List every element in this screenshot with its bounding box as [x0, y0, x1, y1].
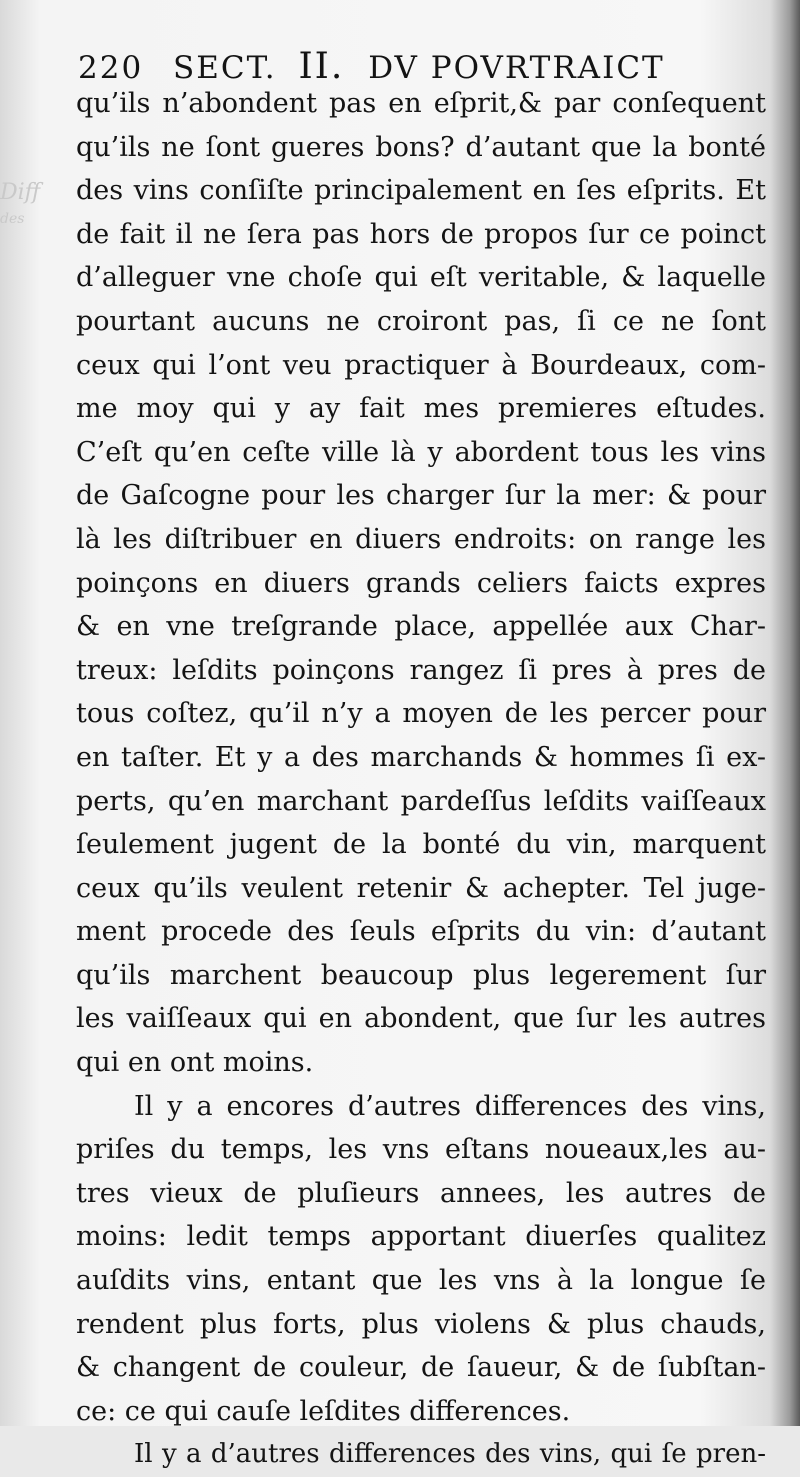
text-line: ce: ce qui cauſe leſdites differences. — [76, 1395, 571, 1427]
page-number: 220 — [78, 50, 144, 86]
text-line: poinçons en diuers grands celiers faicts expres — [76, 567, 766, 599]
text-line: priſes du temps, les vns eſtans noueaux,les au- — [76, 1134, 766, 1166]
text-line: ceux qui l’ont veu practiquer à Bourdeaux, com- — [76, 349, 766, 381]
text-line: perts, qu’en marchant pardeſſus leſdits vaiſſeaux — [76, 785, 766, 817]
text-line: qui en ont moins. — [76, 1047, 314, 1079]
text-line: là les diſtribuer en diuers endroits: on range les — [76, 523, 766, 555]
running-title: DV POVRTRAICT — [368, 50, 665, 86]
text-line: qu’ils n’abondent pas en eſprit,& par conſequent — [76, 88, 766, 119]
text-block — [76, 82, 766, 1477]
text-line: & en vne treſgrande place, appellée aux Char- — [76, 611, 766, 643]
running-header — [78, 46, 665, 87]
text-line: en taſter. Et y a des marchands & hommes ſi ex- — [76, 741, 766, 773]
text-line: qu’ils marchent beaucoup plus legerement ſur — [76, 959, 766, 991]
text-line: d’alleguer vne choſe qui eſt veritable, & laquelle — [76, 262, 766, 294]
text-line: tous coſtez, qu’il n’y a moyen de les percer pour — [76, 698, 766, 730]
section-label: SECT. — [173, 50, 277, 86]
text-line: treux: leſdits poinçons rangez ſi pres à pres de — [76, 654, 766, 686]
text-line: & changent de couleur, de ſaueur, & de ſubſtan- — [76, 1352, 766, 1384]
text-line: Il y a encores d’autres differences des vins, — [134, 1090, 766, 1122]
text-line: tres vieux de pluſieurs annees, les autres de — [76, 1177, 766, 1209]
text-line: C’eſt qu’en ceſte ville là y abordent tous les vins — [76, 436, 766, 468]
text-line: des vins conſiſte principalement en ſes eſprits. Et — [76, 175, 766, 207]
text-line: Il y a d’autres differences des vins, qui ſe pren- — [134, 1439, 766, 1470]
text-line: de Gaſcogne pour les charger ſur la mer: & pour — [76, 480, 766, 512]
text-line: pourtant aucuns ne croiront pas, ſi ce ne ſont — [76, 305, 766, 337]
text-line: auſdits vins, entant que les vns à la longue ſe — [76, 1265, 766, 1297]
bleed-text-2: des — [0, 211, 25, 227]
text-line: rendent plus forts, plus violens & plus chauds, — [76, 1308, 766, 1340]
text-line: qu’ils ne ſont gueres bons? d’autant que la bonté — [76, 131, 766, 163]
bleed-text-1: Diff — [0, 180, 41, 205]
margin-bleed-through — [0, 180, 40, 232]
text-line: moins: ledit temps apportant diuerſes qualitez — [76, 1221, 766, 1253]
text-line: de fait il ne ſera pas hors de propos ſur ce poinct — [76, 218, 766, 250]
text-line: me moy qui y ay fait mes premieres eſtudes. — [76, 393, 766, 425]
text-line: ſeulement jugent de la bonté du vin, marquent — [76, 829, 766, 861]
text-line: les vaiſſeaux qui en abondent, que ſur les autres — [76, 1003, 766, 1035]
text-line: ment procede des ſeuls eſprits du vin: d’autant — [76, 916, 766, 948]
text-line: ceux qu’ils veulent retenir & achepter. Tel juge- — [76, 872, 766, 904]
section-number: II. — [298, 46, 345, 87]
